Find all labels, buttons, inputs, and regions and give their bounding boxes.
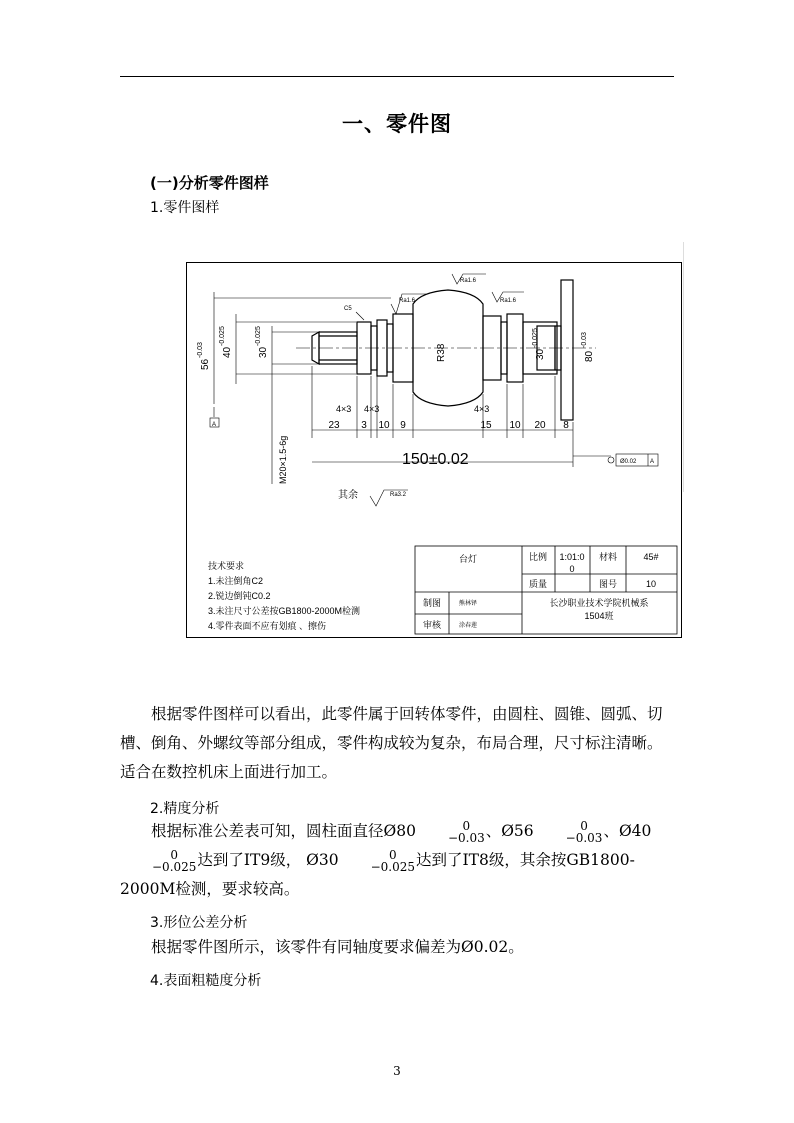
svg-text:Ø0.02: Ø0.02 (620, 459, 637, 465)
tol-30: 0 −0.025 (370, 848, 416, 874)
tol-40: -0.025 (219, 326, 226, 346)
svg-text:3: 3 (361, 420, 367, 431)
subheading-part-drawing: 1.零件图样 (150, 200, 220, 216)
svg-text:23: 23 (328, 420, 340, 431)
svg-text:4.零件表面不应有划痕 、擦伤: 4.零件表面不应有划痕 、擦伤 (208, 621, 327, 631)
svg-text:图号: 图号 (598, 579, 618, 589)
svg-text:Ra1.6: Ra1.6 (460, 278, 477, 284)
svg-text:熊林铎: 熊林铎 (458, 601, 478, 607)
svg-text:15: 15 (480, 420, 492, 431)
svg-text:材料: 材料 (598, 552, 618, 562)
svg-text:制图: 制图 (422, 598, 442, 608)
header-rule (120, 76, 674, 77)
paragraph-analysis: 根据零件图样可以看出，此零件属于回转体零件，由圆柱、圆锥、圆弧、切槽、倒角、外螺纹等部分组成，零件构成较为复杂，布局合理，尺寸标注清晰。适合在数控机床上面进行加工。 (120, 705, 663, 781)
svg-text:0: 0 (569, 564, 575, 574)
part-drawing (186, 262, 682, 638)
subheading-precision: 2.精度分析 (150, 801, 220, 817)
svg-text:涂春莲: 涂春莲 (458, 623, 478, 629)
subheading-geometric-tolerance: 3.形位公差分析 (150, 915, 248, 931)
svg-text:4×3: 4×3 (336, 404, 352, 414)
dim-80: 80 (584, 350, 595, 362)
svg-text:质量: 质量 (528, 579, 548, 589)
page-title: 一、零件图 (342, 112, 452, 136)
svg-text:1.未注倒角C2: 1.未注倒角C2 (208, 576, 264, 586)
tol-80: 0 −0.03 (447, 819, 485, 845)
svg-text:Ra1.6: Ra1.6 (500, 298, 517, 304)
svg-text:Ra1.6: Ra1.6 (399, 298, 416, 304)
tol-30: -0.025 (255, 326, 262, 346)
subheading-roughness: 4.表面粗糙度分析 (150, 973, 262, 989)
svg-text:8: 8 (563, 420, 569, 431)
paragraph-precision: 根据标准公差表可知，圆柱面直径Ø80 0 −0.03 、Ø56 0 −0.03 、Ø40 0 −0.025 达到了IT9级， Ø30 0 −0.025 达到了IT8级，其余按GB1800-2000M检测，要求较高。 (120, 819, 652, 898)
svg-text:4×3: 4×3 (364, 404, 380, 414)
svg-text:长沙职业技术学院机械系: 长沙职业技术学院机械系 (549, 598, 649, 608)
svg-text:10: 10 (645, 579, 657, 589)
dim-r38: R38 (436, 343, 447, 362)
dim-40: 40 (222, 346, 233, 358)
svg-text:Ra3.2: Ra3.2 (390, 492, 407, 498)
svg-text:45#: 45# (643, 552, 659, 562)
svg-text:20: 20 (534, 420, 546, 431)
dim-30-right: 30 (535, 348, 546, 360)
section-heading: (一)分析零件图样 (150, 174, 269, 192)
dim-total-length: 150±0.02 (402, 451, 469, 468)
scan-edge-line (683, 242, 684, 492)
dim-30: 30 (258, 346, 269, 358)
dim-56: 56 (200, 358, 211, 370)
tol-80: -0.03 (581, 332, 588, 348)
svg-text:10: 10 (378, 420, 390, 431)
tol-56: -0.03 (197, 342, 204, 358)
others-note: 其余 (338, 490, 358, 501)
svg-text:C5: C5 (344, 306, 352, 312)
tol-30-right: -0.025 (532, 328, 539, 348)
svg-text:9: 9 (400, 420, 406, 431)
svg-text:A: A (650, 459, 655, 465)
thread-spec: M20×1.5-6g (278, 435, 288, 484)
tol-40: 0 −0.025 (152, 848, 197, 874)
svg-text:1:01:0: 1:01:0 (559, 552, 585, 562)
svg-text:3.未注尺寸公差按GB1800-2000M检测: 3.未注尺寸公差按GB1800-2000M检测 (208, 606, 361, 616)
svg-text:4×3: 4×3 (474, 404, 490, 414)
svg-text:2.锐边倒钝C0.2: 2.锐边倒钝C0.2 (208, 591, 271, 601)
svg-text:1504班: 1504班 (584, 611, 614, 621)
tol-56: 0 −0.03 (565, 819, 603, 845)
datum-label: A (212, 422, 217, 428)
svg-text:技术要求: 技术要求 (208, 561, 245, 571)
svg-text:审核: 审核 (422, 620, 442, 630)
svg-text:比例: 比例 (528, 552, 548, 562)
paragraph-geometric-tolerance: 根据零件图所示，该零件有同轴度要求偏差为Ø0.02。 (151, 938, 524, 956)
page-number: 3 (393, 1064, 401, 1078)
svg-text:台灯: 台灯 (458, 554, 478, 564)
svg-text:10: 10 (509, 420, 521, 431)
